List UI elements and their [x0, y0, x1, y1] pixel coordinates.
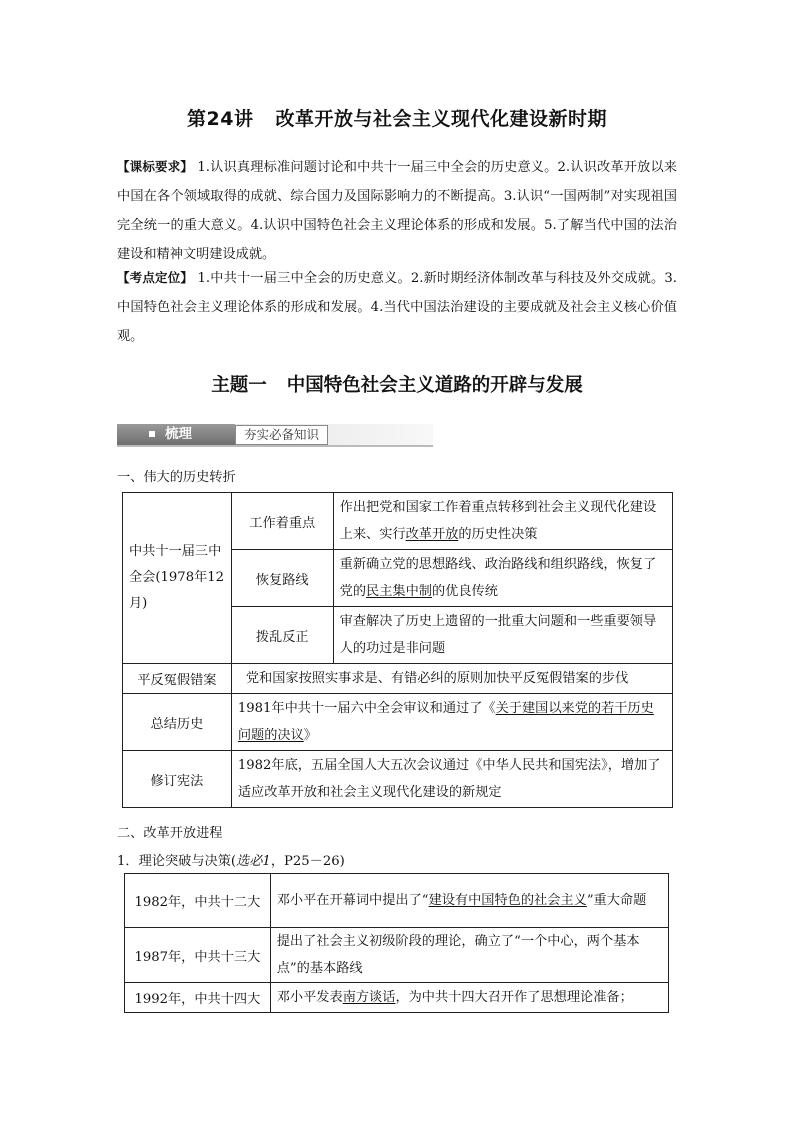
table-row	[125, 928, 669, 983]
requirements-text: 1.认识真理标准问题讨论和中共十一届三中全会的历史意义。2.认识改革开放以来中国在各个领域取得的成就、综合国力及国际影响力的不断提高。3.认识“一国两制”对实现祖国完全统一的重大意义。4.认识中国特色社会主义理论体系的形成和发展。5.了解当代中国的法治建设和精神文明建设成就。	[117, 160, 677, 262]
lecture-title	[0, 104, 794, 131]
section1-heading: 一、伟大的历史转折	[117, 470, 236, 485]
section2-heading: 二、改革开放进程	[117, 826, 223, 841]
row-content: 审查解决了历史上遗留的一批重大问题和一些重要领导人的功过是非问题	[333, 607, 672, 664]
banner-divider	[117, 445, 433, 447]
row-label: 工作着重点	[231, 493, 333, 550]
plenum-cell: 中共十一届三中全会(1978年12月)	[123, 493, 232, 664]
curriculum-requirements	[117, 152, 677, 269]
row-content: 党和国家按照实事求是、有错必纠的原则加快平反冤假错案的步伐	[231, 664, 672, 694]
row-content: 重新确立党的思想路线、政治路线和组织路线，恢复了党的民主集中制的优良传统	[333, 550, 672, 607]
row-content: 邓小平发表南方谈话，为中共十四大召开作了思想理论准备；	[270, 983, 668, 1013]
theme-label: 主题一	[211, 375, 267, 396]
table-row	[125, 874, 669, 928]
row-label: 拨乱反正	[231, 607, 333, 664]
row-label: 恢复路线	[231, 550, 333, 607]
row-label: 1992年，中共十四大	[125, 983, 271, 1013]
row-label: 总结历史	[123, 694, 232, 751]
row-label: 修订宪法	[123, 751, 232, 808]
row-content: 邓小平在开幕词中提出了“建设有中国特色的社会主义”重大命题	[270, 874, 668, 928]
positioning-text: 1.中共十一届三中全会的历史意义。2.新时期经济体制改革与科技及外交成就。3.中国特色社会主义理论体系的形成和发展。4.当代中国法治建设的主要成就及社会主义核心价值观。	[117, 271, 677, 344]
table-row	[123, 493, 673, 550]
row-content: 作出把党和国家工作着重点转移到社会主义现代化建设上来、实行改革开放的历史性决策	[333, 493, 672, 550]
subsection-heading: 1．理论突破与决策(选必1，P25－26)	[117, 854, 345, 869]
textbook-reference: 选必1	[236, 854, 271, 869]
table-row	[123, 664, 673, 694]
theme-title	[0, 371, 794, 397]
reform-process-table	[124, 873, 669, 1013]
theme-text: 中国特色社会主义道路的开辟与发展	[286, 375, 583, 396]
section-banner	[117, 424, 433, 446]
row-content: 提出了社会主义初级阶段的理论，确立了“一个中心，两个基本点”的基本路线	[270, 928, 668, 983]
row-label: 平反冤假错案	[123, 664, 232, 694]
row-content: 1981年中共十一届六中全会审议和通过了《关于建国以来党的若干历史问题的决议》	[231, 694, 672, 751]
row-label: 1982年，中共十二大	[125, 874, 271, 928]
historic-turn-table	[122, 492, 673, 808]
banner-light-label: 夯实必备知识	[235, 425, 328, 445]
banner-light	[235, 424, 433, 445]
banner-dark	[117, 424, 235, 445]
table-row	[123, 694, 673, 751]
row-content: 1982年底，五届全国人大五次会议通过《中华人民共和国宪法》，增加了适应改革开放和社会主义现代化建设的新规定	[231, 751, 672, 808]
positioning-tag: 【考点定位】	[117, 270, 194, 285]
table-row	[125, 983, 669, 1013]
requirements-tag: 【课标要求】	[117, 159, 194, 174]
row-label: 1987年，中共十三大	[125, 928, 271, 983]
banner-dark-label: 梳理	[165, 426, 192, 442]
square-bullet-icon	[149, 431, 155, 437]
lecture-number: 第24讲	[187, 108, 254, 130]
table-row	[123, 751, 673, 808]
lecture-topic: 改革开放与社会主义现代化建设新时期	[275, 108, 607, 130]
exam-positioning	[117, 263, 677, 351]
